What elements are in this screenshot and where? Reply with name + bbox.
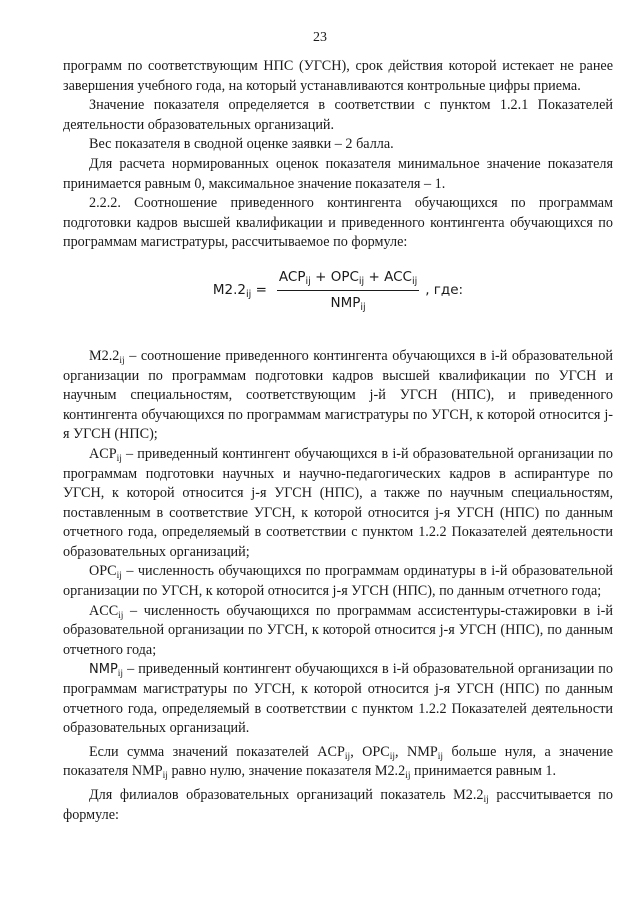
definition-nmp: $NMP_{ij}$ – приведенный контингент обучающихся в i-й образовательной организации по программам магистратуры по УГСН, к которой относится j-я УГСН (НПС) по данным отчетного года, определяемый в соответствии с пунктом 1.2.2 Показателей деятельности образовательных организаций. xyxy=(63,661,613,737)
formula-m2-2 xyxy=(63,259,613,323)
formula-fraction xyxy=(277,268,419,314)
document-body xyxy=(63,57,613,825)
formula-lhs: $M2.2_{ij}$ = xyxy=(212,282,267,301)
definition-m2-2: $M2.2_{ij}$ – соотношение приведенного контингента обучающихся в i-й образовательной организации по программам подготовки кадров высшей квалификации по УГСН и научным специальностям, соответствующим j-й УГСН (НПС), и приведенного контингента обучающихся по программам магистратуры по УГСН, к которой относится j-я УГСН (НПС); xyxy=(63,347,613,443)
paragraph-intro: программ по соответствующим НПС (УГСН), срок действия которой истекает не ранее завершения учебного года, на который устанавливаются контрольные цифры приема. xyxy=(63,58,613,94)
formula-tail: , где: xyxy=(425,282,464,299)
paragraph-section-2-2-2: 2.2.2. Соотношение приведенного контингента обучающихся по программам подготовки кадров высшей квалификации и приведенного контингента обучающихся по программам магистратуры, рассчитываемое по формуле: xyxy=(63,195,613,251)
formula-numerator: $ACP_{ij} + OPC_{ij} + ACC_{ij}$ xyxy=(277,268,419,292)
formula-denominator: $NMP_{ij}$ xyxy=(330,295,366,314)
paragraph-normalization: Для расчета нормированных оценок показателя минимальное значение показателя принимается равным 0, максимальное значение показателя – 1. xyxy=(63,155,613,192)
paragraph-weight: Вес показателя в сводной оценке заявки – 2 балла. xyxy=(89,136,394,153)
paragraph-special-case: Если сумма значений показателей $ACP_{ij}$, $OPC_{ij}$, $NMP_{ij}$ больше нуля, а значение показателя $NMP_{ij}$ равно нулю, значение показателя $M2.2_{ij}$ принимается равным 1. xyxy=(63,743,613,782)
paragraph-value-definition: Значение показателя определяется в соответствии с пунктом 1.2.1 Показателей деятельности образовательных организаций. xyxy=(63,97,613,133)
page-number: 23 xyxy=(313,30,327,45)
definition-acp: $ACP_{ij}$ – приведенный контингент обучающихся в i-й образовательной организации по программам подготовки научных и научно-педагогических кадров в аспирантуре по УГСН, к которой относится j-я УГСН (НПС), а также по научным специальностям, поставленным в соответствие УГСН, к которой относится j-я УГСН (НПС) по данным отчетного года, определяемый в соответствии с пунктом 1.2.2 Показателей деятельности образовательных организаций; xyxy=(63,445,613,560)
paragraph-branches: Для филиалов образовательных организаций показатель $M2.2_{ij}$ рассчитывается по формуле: xyxy=(63,787,613,823)
definition-acc: $ACC_{ij}$ – численность обучающихся по программам ассистентуры-стажировки в i-й образовательной организации по УГСН, к которой относится j-я УГСН (НПС), по данным отчетного года; xyxy=(63,602,613,658)
definition-opc: $OPC_{ij}$ – численность обучающихся по программам ординатуры в i-й образовательной организации по УГСН, к которой относится j-я УГСН (НПС), по данным отчетного года; xyxy=(63,563,614,600)
